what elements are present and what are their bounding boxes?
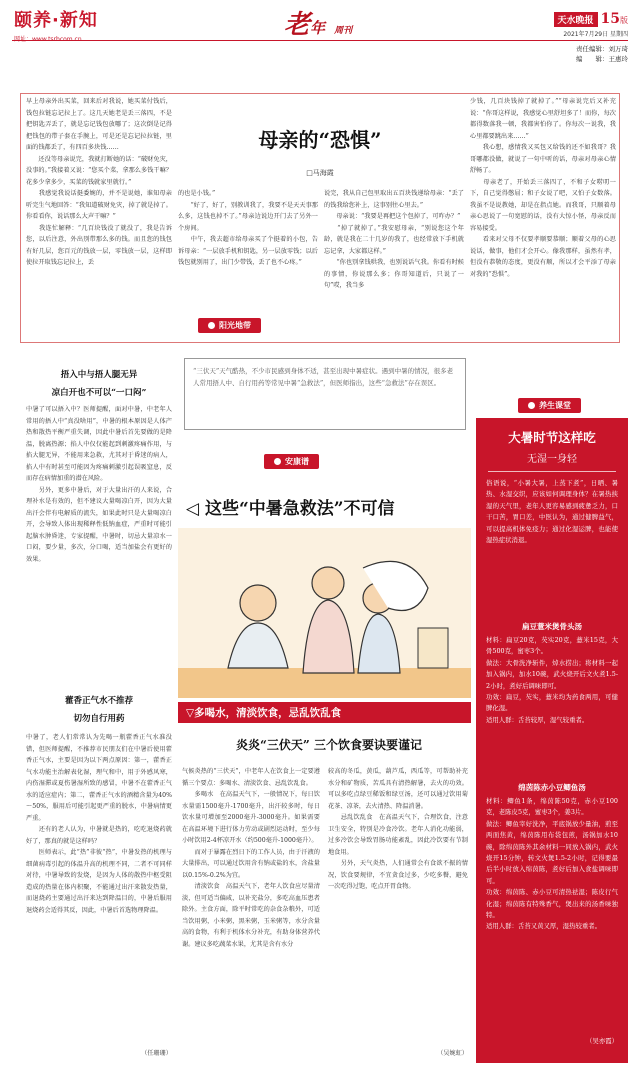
illustration	[178, 528, 471, 698]
article-column: 气候炎热的“三伏天”，中老年人在饮食上一定要遵循三个要点：多喝水、清淡饮食、忌乱饮乱食。 多喝水 在高温天气下，一般情况下，每日饮水量需1500毫升-1700毫升，出汗较多时，每日饮水量可增加至2000毫升-3000毫升。如果需要在高温环境下进行体力劳动或剧烈运动时，至少每小时饮用2-4杯凉开水（约500毫升-1000毫升）。 而对于暴露在烈日下的工作人员，由于汗液的大量排出，可以通过饮用含有钠或盐的水，含盐量以0.15%-0.2%为宜。 清淡饮食 高温天气下，老年人饮食应尽量清淡，但可适当偏咸，以补充盐分，多吃高血压患者除外。主食方面，除平时常吃的杂食杂粮外，可适当饮用粥，小米粥，黑米粥，玉米粥等，水分含量高的食物，有利于机体水分补充，有助身体营养代谢。建议多吃蔬菜水果，尤其是含有水分	[182, 768, 320, 948]
header-rule	[12, 40, 628, 41]
author: （吴婉虹）	[437, 1050, 468, 1057]
column-tag: 安康谱	[264, 454, 319, 469]
masthead-left	[14, 6, 98, 43]
subheading: 切勿自行用药	[73, 714, 125, 724]
sidebar-title: 大暑时节这样吃	[508, 430, 596, 445]
recipe-name: 绵茵陈赤小豆鲫鱼汤	[518, 783, 586, 792]
feature-title: ◁ 这些“中暑急救法”不可信	[186, 499, 395, 519]
column-tag: 养生课堂	[518, 398, 581, 413]
logo: 老年 周刊	[284, 10, 353, 40]
paper-name: 天水晚报	[554, 12, 598, 27]
feature-subtitle: 炎炎“三伏天” 三个饮食要诀要谨记	[236, 738, 422, 752]
dot-icon	[274, 458, 281, 465]
article-column: 早上母亲外出买菜，回来后对我说，她买菜付钱后，钱包拉链忘记拉上了。这几天她老是丢三落四，不是把钥匙弄丢了，就是忘记钱包放哪了；这次倒是记得把钱包的带子套在手腕上，可是还是忘记拉拉链，里面的钱都丢了，有四百多块钱…… 还没等母亲说完，我就打断她的话：“破财免灾，没事的。”我接着又说：“您买个菜，拿那么多钱干嘛？花多少拿多少，买菜的钱就家里就行。” 我感觉我说话挺委婉的，并不是说她，谁知母亲听完生气地回答：“我知道破财免灾，掉了就是掉了。你看看你，说话那么大声干嘛？” 我连忙解释：“几百块钱没了就没了，我是告诉您，以后注意，外出别带那么多的钱。而且您的钱包有好几层，您百元的钱放一层，零钱放一层，这样即使拉开取钱忘记拉上，丢	[26, 98, 172, 266]
author: （吴亦霞）	[586, 1037, 618, 1045]
page-number: 15	[600, 10, 620, 27]
section-banner: ▽多喝水，清淡饮食，忌乱饮乱食	[178, 702, 471, 723]
subheading: 藿香正气水不推荐	[64, 696, 133, 706]
column-tag: 阳光地带	[198, 318, 261, 333]
section-title: 颐养·新知	[14, 10, 98, 31]
website-url[interactable]	[14, 34, 98, 43]
recipe-body: 材料：鲫鱼1条，绵茵陈50克，赤小豆100克，老陈皮5克，蜜枣3个，姜3片。 做法：鲫鱼宰好洗净，平底锅放少量油，煎至两面焦黄，绵茵陈用布袋包煎，汤锅加水10碗，除绵茵陈外其余材料一同放入锅内，武火烧开15分钟，转文火煲1.5-2小时，记得要最后半小时放入绵茵陈，煮好后加入食盐调味即可。 功效：绵茵陈、赤小豆可清热祛湿；陈皮行气化湿；绵茵陈有特殊香气，煲出来的汤香味独特。 适用人群：舌苔又黄又厚，湿热较重者。	[486, 797, 618, 931]
article-column: 较高的冬瓜，黄瓜，葫芦瓜，西瓜等，可帮助补充水分和矿物质，苦瓜具有清热解暑，去火的功效。可以多吃点绿豆稀饭和绿豆汤，还可以通过饮用菊花茶、凉茶，去火清热、降温消暑。 忌乱饮乱食 在高温天气下，合理饮食，注意卫生安全，特别是冷食冷饮。老年人消化功能弱，过多冷饮会导致胃肠功能紊乱，因此冷饮要有节制地食用。 另外，天气炎热，人们通常会有食欲不振的情况，饮食要规律，不宜贪食过多，少吃多餐，避免一次吃得过饱，吃点开胃食物。	[328, 768, 468, 890]
health-sidebar	[476, 418, 628, 1063]
issue-date: 2021年7月29日 星期四	[563, 31, 628, 38]
recipe-name: 扁豆薏米煲骨头汤	[522, 622, 582, 631]
article-byline: □马海霞	[306, 169, 334, 177]
sidebar-intro: 俗语说，“小暑大暑，上蒸下煮”，日晒、暑热、水湿交织，应该如何调理身体？在暑热挟湿的天气里，老年人更容易感到疲惫乏力，口干口苦，胃口差，中医认为，通过健脾益气，可以提高机体免疫力；通过化湿运脾，也能使湿热症状消退。	[486, 479, 618, 545]
article-column: 说完，我从自己包里取出五百块钱递给母亲：“丢了的钱我给您补上，这事别往心里去。” 母亲说：“我要是再把这个包掉了，可咋办？” “掉了就掉了。”我安慰母亲，“别说您这个年龄，就是我在二十几岁的我了，也经常放下手机就忘记拿，大家都这样。” “你也别拿钱哄我，也别说话气我。你看有时候的事情，你说那么多；你哥知道后，只说了一句”哎，我当多	[324, 190, 464, 289]
sidebar-subtitle: 无湿一身轻	[527, 454, 577, 465]
editor-credits: 责任编辑：刘万琦 编 辑：王惠玲	[576, 45, 628, 63]
publication-info: 天水晚报 15版 2021年7月29日 星期四	[554, 8, 629, 38]
dot-icon	[208, 322, 215, 329]
elderly-figures-icon	[178, 528, 471, 698]
article-title: 母亲的“恐惧”	[258, 128, 382, 152]
article-body: 中暑了，老人们常常认为先喝一瓶藿香正气水准没错，但医师提醒，不推荐市民朋友们在中暑后使用藿香正气水，主要是因为以下两点原因：第一，藿香正气水功能主治解表化湿，理气和中，用于外感风寒，内伤湿滞或夏伤暑湿所致的感冒，中暑不在藿香正气水的适应症内；第二，藿香正气水的酒精含量为40%～50%，服用后可能引起更严重的脱水，中暑病情更严重。 还有的老人认为，中暑就是热的，吃吃退烧药就好了，那真的就是这样吗？ 医师表示，此“热”非彼“热”，中暑发热的机理与细菌病毒引起的体温升高的机理不同，二者不可同样对待，中暑导致的发烧，是因为人体的散热中枢受阻造成的热量在体内积聚，不能通过出汗来散发热量，而退烧药主要通过出汗来达到降温目的，中暑后服用退烧药会适得其反，因此，中暑后首选物理降温。	[26, 734, 172, 914]
divider	[488, 471, 616, 472]
dot-icon	[528, 402, 535, 409]
subheading: 捂入中与捂人腿无异	[60, 370, 138, 380]
article-column: 的也是小钱。” “好了，好了，别教训我了，我要不是天天事那么多，这钱也掉不了。”母亲边说边开门去了另外一个房间。 中午，我去超市给母亲买了个挺着的小包，告诉母亲：“一层放手机和钥匙，另一层放零钱；以后钱包就别用了，出门少带钱，丢了也不心疼。”	[178, 190, 318, 266]
article-column: 少钱，几百块钱掉了就掉了。”“母亲说完后又补充说：“你哥这样说，我感觉心里舒坦多了！而你，每次都得数落我一顿，我都害怕你了。你每次一说我，我心里都要跳出来……” 我心想，感情我又买包又给钱的还不如我哥？我哥哪都没做，就说了一句中听的话，母亲对母亲心情舒畅了。 母亲老了，开始丢三落四了，不和子女唠叨一下，自己觉得憋屈；和子女说了吧，又怕子女数落。我虽不是说教她，却是在指点她。而我哥，只顺着母亲心思说了一句宽慰的话，没有大惊小怪，母亲反而容易接受。 看来对父母不仅要孝顺要恭顺；顺着父母的心思说话，做事，他们才会开心。像我那样，虽然有孝，但没有恭敬的态度，更没有顺，所以才会平添了母亲对我的“恐惧”。	[470, 98, 616, 278]
article-body: 中暑了可以捂入中？医师提醒，面对中暑，中老年人常用的捂人中“真没啥用”，中暑的根本原因是人体产热和散热平衡严重失调，因此中暑后首先要做的是降温，脱离热源；掐人中仅仅能起到刺激疼痛作用，与掐大腿无异，不能用来急救，尤其对于昏迷的病人，掐人中有时甚至可能因为疼痛刺激引起误吸窒息，反而存在病情加重的潜在风险。 另外，更多中暑后，对于大量出汗的人来说，合理补水是有效的，但不建议大量喝凉白开，因为大量出汗会伴有电解质的流失，如果此时只是大量喝凉白开，会导致人体出现稀释性低钠血症，严重时可能引起脑水肿昏迷，专家提醒，中暑时，切忌大量凉水一口闷，要少量，多次，分口喝，适当加盐会有更好的效果。	[26, 406, 172, 563]
intro-box: “三伏天”天气酷热，不少市民感到身体不适，甚至出现中暑症状。遇到中暑的情况，很多老人常用捂人中、自行用药等常见中暑“急救法”，但医师指出，这些“急救法”存在误区。	[184, 358, 466, 430]
recipe-body: 材料：扁豆20克，芡实20克，薏米15克，大骨500克，蜜枣3个。 做法：大骨洗净斩件，焯水捞出；将材料一起加入锅内，加水10碗，武火烧开后文火煮1.5-2小时，煮好后调味即可。 功效：扁豆，芡实，薏米均为药食两用，可健脾化湿。 适用人群：舌苔较厚，湿气较重者。	[486, 636, 618, 724]
author: （任珊珊）	[141, 1050, 172, 1057]
subheading: 凉白开也不可以“一口闷”	[51, 388, 147, 398]
